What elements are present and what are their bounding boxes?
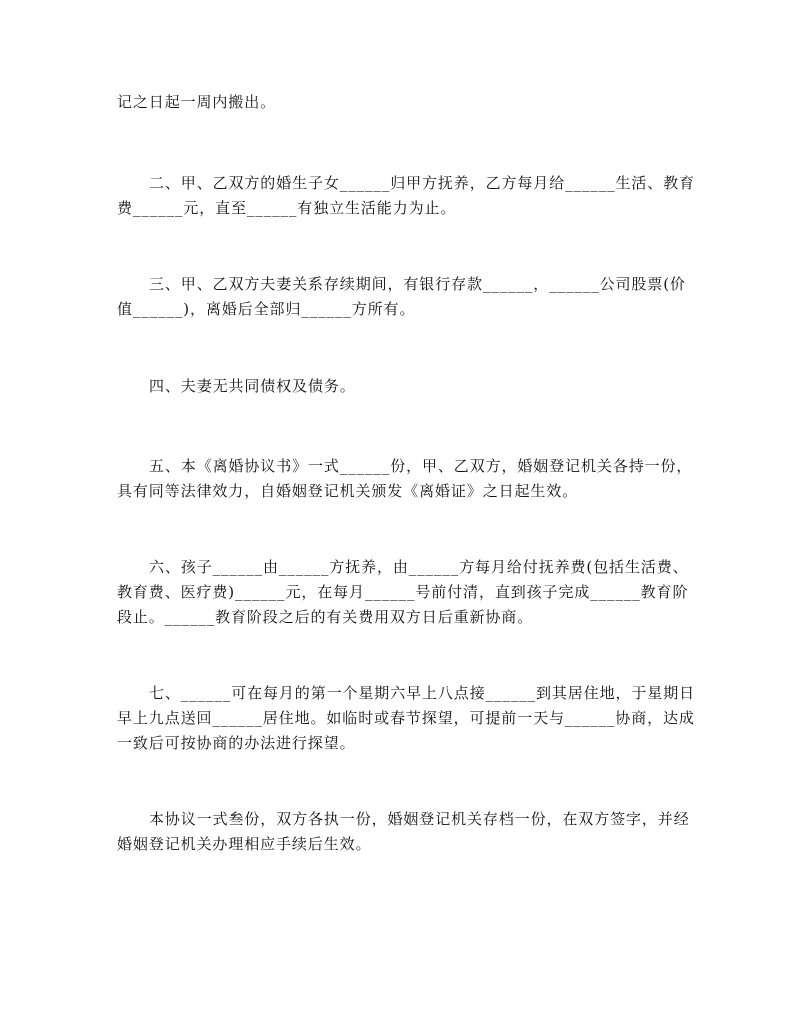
clause-3-line-2: 值______)，离婚后全部归______方所有。 (117, 300, 416, 318)
clause-7-line-1: 七、______可在每月的第一个星期六早上八点接______到其居住地，于星期日 (149, 684, 696, 702)
clause-7-line-3: 一致后可按协商的办法进行探望。 (117, 734, 356, 752)
clause-3-line-1: 三、甲、乙双方夫妻关系存续期间，有银行存款______，______公司股票(价 (149, 275, 686, 293)
clause-6-line-3: 段止。______教育阶段之后的有关费用双方日后重新协商。 (117, 608, 534, 626)
closing-clause-line-2: 婚姻登记机关办理相应手续后生效。 (117, 835, 372, 853)
clause-7-line-2: 早上九点送回______居住地。如临时或春节探望，可提前一天与______协商，达成 (117, 709, 695, 727)
clause-5-line-1: 五、本《离婚协议书》一式______份，甲、乙双方，婚姻登记机关各持一份， (149, 457, 693, 475)
clause-6-line-2: 教育费、医疗费)______元，在每月______号前付清，直到孩子完成______教育阶 (117, 583, 689, 601)
clause-2-line-1: 二、甲、乙双方的婚生子女______归甲方抚养，乙方每月给______生活、教育 (149, 174, 696, 192)
clause-2-line-2: 费______元，直至______有独立生活能力为止。 (117, 199, 457, 217)
closing-clause-line-1: 本协议一式叁份，双方各执一份，婚姻登记机关存档一份，在双方签字，并经 (149, 810, 690, 828)
clause-6-line-1: 六、孩子______由______方抚养，由______方每月给付抚养费(包括生活费、 (149, 558, 689, 576)
paragraph-continuation-line-1: 记之日起一周内搬出。 (117, 93, 277, 111)
clause-5-line-2: 具有同等法律效力，自婚姻登记机关颁发《离婚证》之日起生效。 (117, 482, 579, 500)
clause-4-line-1: 四、夫妻无共同债权及债务。 (149, 377, 356, 395)
